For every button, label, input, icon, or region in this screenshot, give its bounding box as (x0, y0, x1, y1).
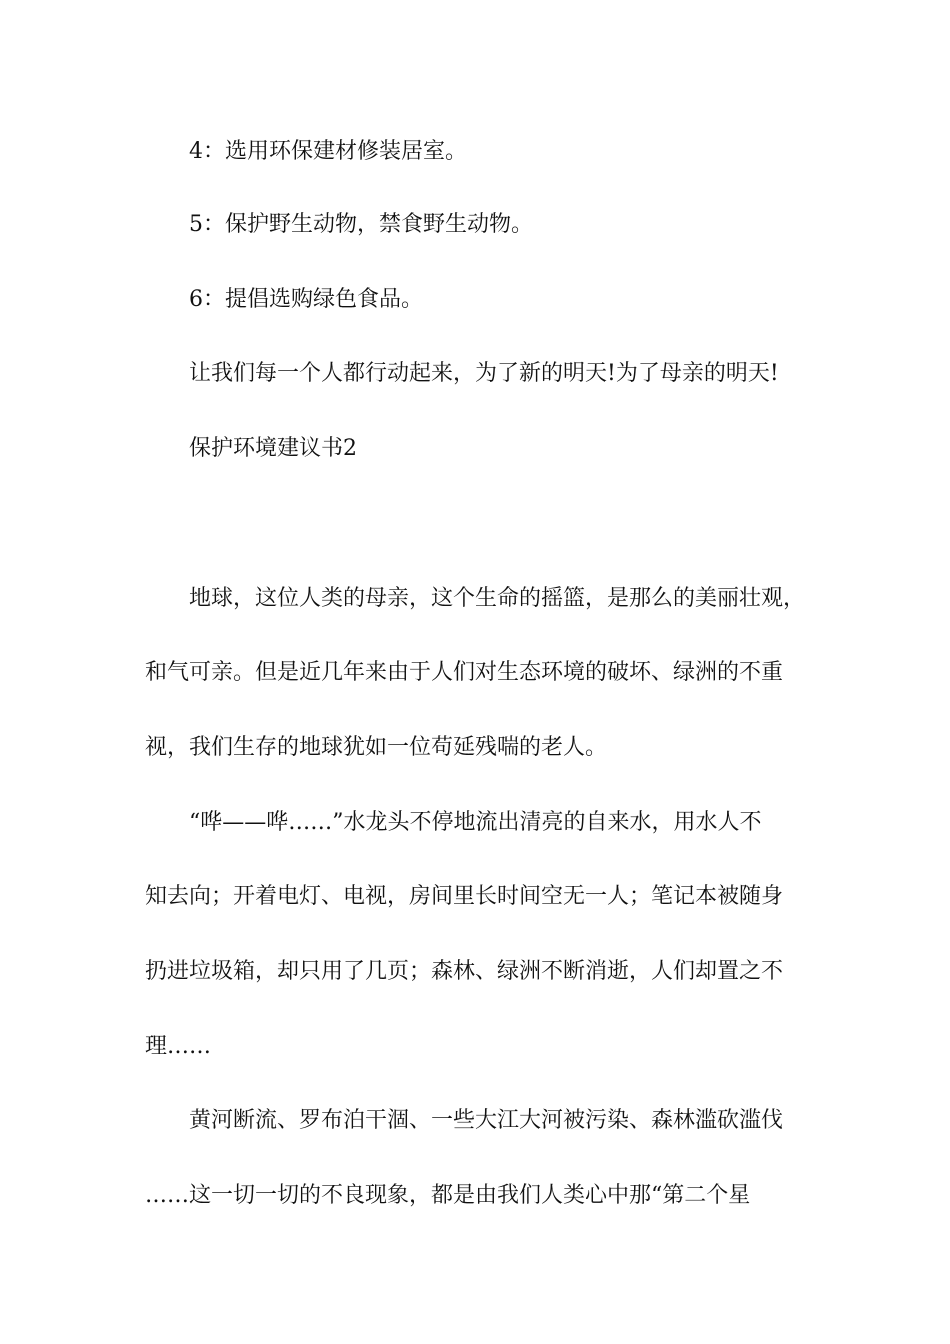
list-item-6: 6：提倡选购绿色食品。 (189, 287, 423, 312)
paragraph-2-line-2: 知去向；开着电灯、电视，房间里长时间空无一人；笔记本被随身 (145, 884, 784, 909)
list-item-4: 4：选用环保建材修装居室。 (189, 139, 467, 164)
closing-line: 让我们每一个人都行动起来，为了新的明天!为了母亲的明天! (189, 361, 779, 386)
paragraph-2-line-1: “哗——哗……”水龙头不停地流出清亮的自来水，用水人不 (189, 810, 762, 835)
paragraph-1-line-2: 和气可亲。但是近几年来由于人们对生态环境的破坏、绿洲的不重 (145, 660, 784, 685)
paragraph-1-line-1: 地球，这位人类的母亲，这个生命的摇篮，是那么的美丽壮观， (189, 586, 806, 611)
section-title: 保护环境建议书2 (189, 436, 357, 461)
paragraph-2-line-3: 扔进垃圾箱，却只用了几页；森林、绿洲不断消逝，人们却置之不 (145, 959, 784, 984)
paragraph-1-line-3: 视，我们生存的地球犹如一位苟延残喘的老人。 (145, 735, 608, 760)
paragraph-3-line-1: 黄河断流、罗布泊干涸、一些大江大河被污染、森林滥砍滥伐 (189, 1108, 784, 1133)
list-item-5: 5：保护野生动物，禁食野生动物。 (189, 212, 533, 237)
paragraph-2-line-4: 理…… (145, 1034, 212, 1059)
paragraph-3-line-2: ……这一切一切的不良现象，都是由我们人类心中那“第二个星 (145, 1183, 751, 1208)
